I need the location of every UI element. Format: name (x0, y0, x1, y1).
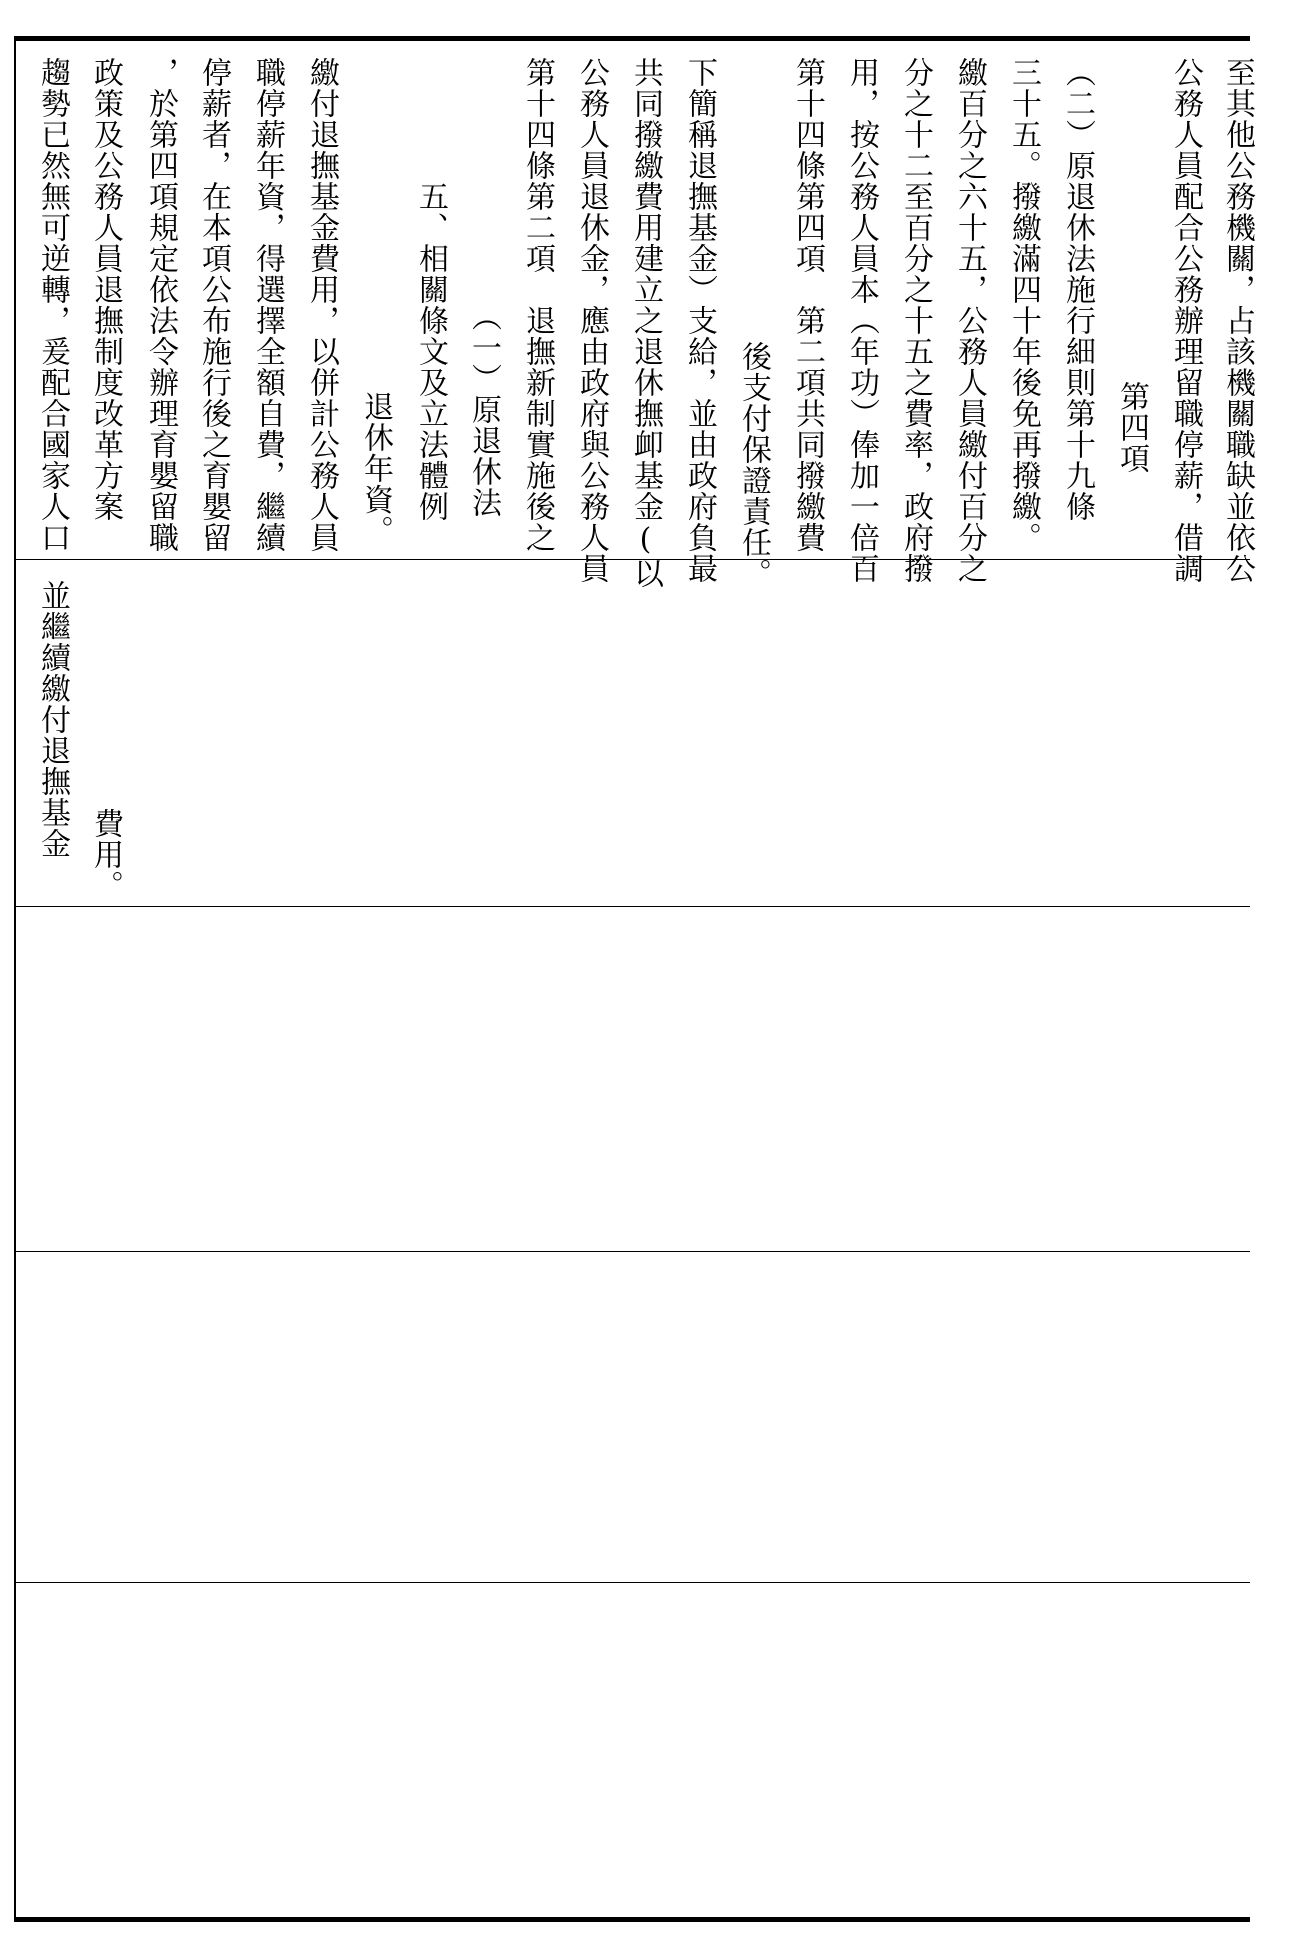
table-cell-row-2 (16, 560, 1248, 906)
text-column: 至其他公務機關，占該機關職缺並依公 (1220, 57, 1255, 584)
text-column: 費用。 (88, 808, 123, 901)
text-column: （一）原退休法 (466, 301, 501, 518)
text-column: 下簡稱退撫基金）支給，並由政府負最 (682, 57, 717, 584)
text-column: 第四項 (1114, 381, 1149, 474)
text-column: 五、相關條文及立法體例 (413, 181, 448, 522)
table-cell-row-1 (16, 41, 1255, 589)
text-column: 並繼續繳付退撫基金 (35, 580, 70, 859)
text-column: 第十四條第二項 退撫新制實施後之 (520, 57, 555, 553)
text-column: 政策及公務人員退撫制度改革方案 (88, 57, 123, 522)
text-column: 後支付保證責任。 (736, 341, 771, 589)
text-column: 三十五。撥繳滿四十年後免再撥繳。 (1006, 57, 1041, 553)
text-column: （二）原退休法施行細則第十九條 (1060, 57, 1095, 522)
text-column: 共同撥繳費用建立之退休撫卹基金(以 (628, 57, 663, 589)
text-column: 退休年資。 (358, 391, 393, 546)
text-column: 繳百分之六十五，公務人員繳付百分之 (952, 57, 987, 584)
text-column: 第十四條第四項 第二項共同撥繳費 (790, 57, 825, 553)
text-column: 停薪者，在本項公布施行後之育嬰留 (196, 57, 231, 553)
table-cell-row-4 (16, 1252, 1248, 1582)
text-column: 用，按公務人員本（年功）俸加一倍百 (844, 57, 879, 584)
text-column: 公務人員配合公務辦理留職停薪，借調 (1168, 57, 1203, 584)
table-cell-row-5 (16, 1583, 1248, 1917)
text-column: ，於第四項規定依法令辦理育嬰留職 (143, 57, 178, 553)
text-column: 趨勢已然無可逆轉，爰配合國家人口 (35, 57, 70, 553)
table-cell-row-3 (16, 907, 1248, 1251)
text-column: 繳付退撫基金費用，以併計公務人員 (304, 57, 339, 553)
text-column: 分之十二至百分之十五之費率，政府撥 (898, 57, 933, 584)
table-bottom-border (14, 1917, 1250, 1922)
text-column: 職停薪年資，得選擇全額自費，繼續 (250, 57, 285, 553)
text-column: 公務人員退休金，應由政府與公務人員 (574, 57, 609, 584)
